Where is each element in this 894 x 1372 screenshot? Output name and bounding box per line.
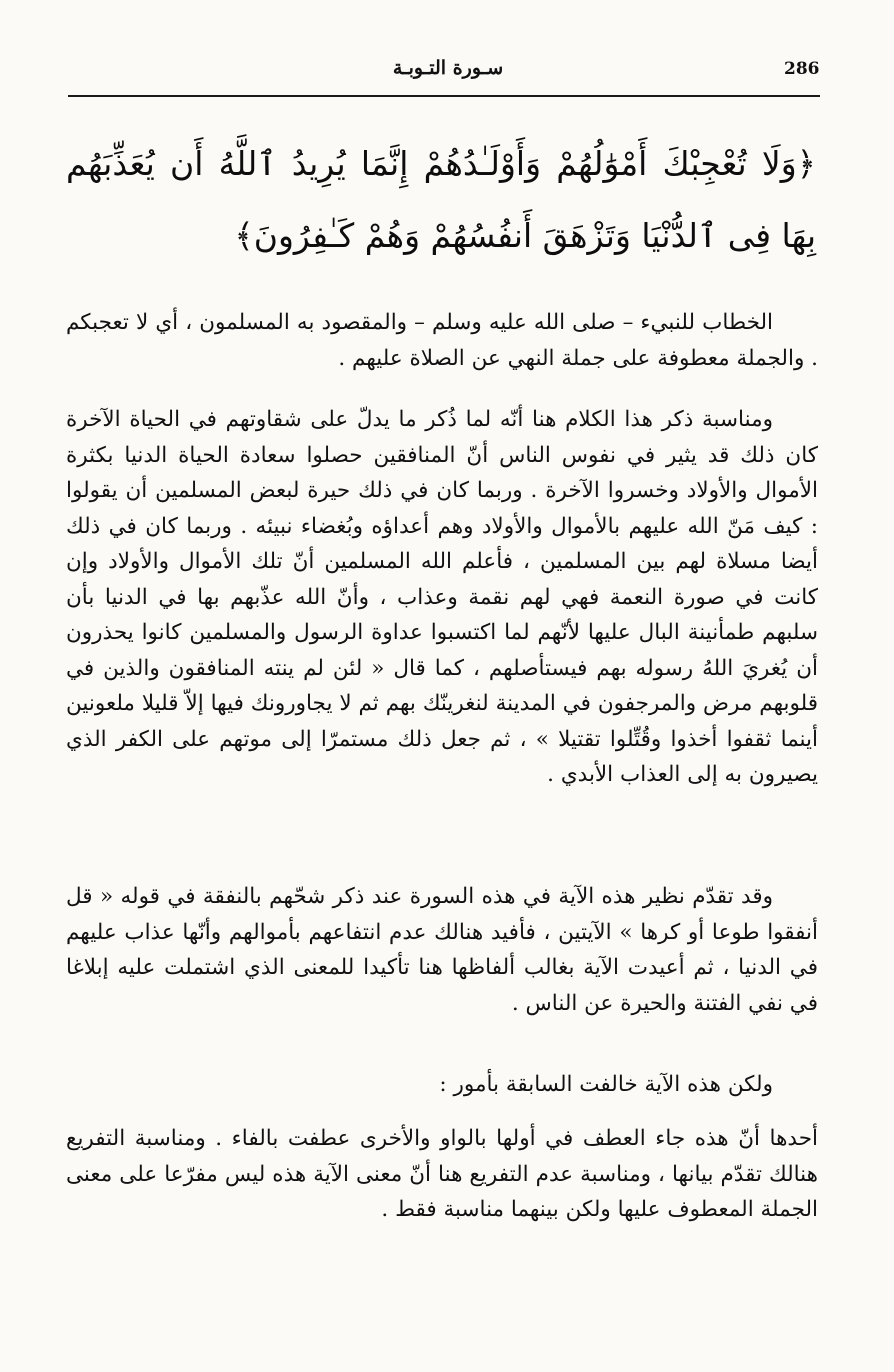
commentary-paragraph: [66, 1067, 818, 1103]
commentary-paragraph: [66, 1121, 818, 1228]
surah-title: سـورة التـوبـة: [392, 57, 504, 79]
page-header: [68, 55, 820, 95]
header-divider: [68, 95, 820, 97]
quran-verse: ﴿وَلَا تُعْجِبْكَ أَمْوَٰلُهُمْ وَأَوْلَـٰدُهُمْ إِنَّمَا يُرِيدُ ٱللَّهُ أَن يُعَذِّبَهُم بِهَا فِى ٱلدُّنْيَا وَتَزْهَقَ أَنفُسُهُمْ وَهُمْ كَـٰفِرُونَ﴾: [66, 144, 816, 255]
paragraph-text: أحدها أنّ هذه جاء العطف في أولها بالواو والأخرى عطفت بالفاء . ومناسبة التفريع هنالك تقدّم بيانها ، ومناسبة عدم التفريع هنا أنّ معنى الآية هذه ليس مفرّعا على معنى الجملة المعطوف عليها ولكن بينهما مناسبة فقط .: [66, 1126, 818, 1222]
paragraph-text: وقد تقدّم نظير هذه الآية في هذه السورة عند ذكر شحّهم بالنفقة في قوله « قل أنفقوا طوعا أو كرها » الآيتين ، فأفيد هنالك عدم انتفاعهم بأموالهم وأنّها عذاب عليهم في الدنيا ، ثم أعيدت الآية بغالب ألفاظها هنا تأكيدا للمعنى الذي اشتملت عليه إبلاغا في نفي الفتنة والحيرة عن الناس .: [66, 884, 818, 1016]
commentary-paragraph: [66, 305, 818, 376]
paragraph-text: ومناسبة ذكر هذا الكلام هنا أنّه لما ذُكر ما يدلّ على شقاوتهم في الحياة الآخرة كان ذلك قد يثير في نفوس الناس أنّ المنافقين حصلوا سعادة الحياة الدنيا بكثرة الأموال والأولاد وخسروا الآخرة . وربما كان في ذلك حيرة لبعض المسلمين أن يقولوا : كيف مَنّ الله عليهم بالأموال والأولاد وهم أعداؤه وبُغضاء نبيئه . وربما كان في ذلك أيضا مسلاة لهم بين المسلمين ، فأعلم الله المسلمين أنّ تلك الأموال والأولاد وإن كانت في صورة النعمة فهي لهم نقمة وعذاب ، وأنّ الله عذّبهم بها في الدنيا بأن سلبهم طمأنينة البال عليها لأنّهم لما اكتسبوا عداوة الرسول والمسلمين كانوا يحذرون أن يُغريَ اللهُ رسوله بهم فيستأصلهم ، كما قال « لئن لم ينته المنافقون والذين في قلوبهم مرض والمرجفون في المدينة لنغرينّك بهم ثم لا يجاورونك فيها إلاّ قليلا ملعونين أينما ثقفوا أخذوا وقُتِّلوا تقتيلا » ، ثم جعل ذلك مستمرّا إلى موتهم على الكفر الذي يصيرون به إلى العذاب الأبدي .: [66, 407, 818, 787]
paragraph-text: ولكن هذه الآية خالفت السابقة بأمور :: [439, 1072, 773, 1097]
commentary-paragraph: [66, 402, 818, 793]
commentary-paragraph: [66, 879, 818, 1021]
paragraph-text: الخطاب للنبيء – صلى الله عليه وسلم – والمقصود به المسلمون ، أي لا تعجبكم . والجملة معطوفة على جملة النهي عن الصلاة عليهم .: [66, 310, 818, 371]
page-number: 286: [784, 59, 820, 79]
